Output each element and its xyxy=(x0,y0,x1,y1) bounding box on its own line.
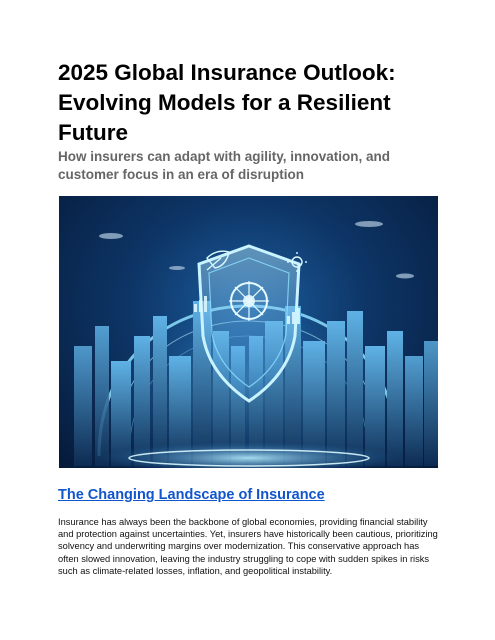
document-title: 2025 Global Insurance Outlook: Evolving Models for a Resilient Future xyxy=(58,60,396,145)
hero-image xyxy=(59,196,438,468)
section-heading[interactable]: The Changing Landscape of Insurance xyxy=(58,487,325,503)
body-paragraph: Insurance has always been the backbone of global economies, providing financial stability and protection against uncertainties. Yet, insurers have historically been cautious, prioritizing solvency and underwriting margins over modernization. This conservative approach has often slowed innovation, leaving the industry struggling to cope with sudden spikes in risks such as climate-related losses, inflation, and geopolitical instability. xyxy=(58,517,438,576)
document-subtitle: How insurers can adapt with agility, innovation, and customer focus in an era of disruption xyxy=(58,149,391,182)
